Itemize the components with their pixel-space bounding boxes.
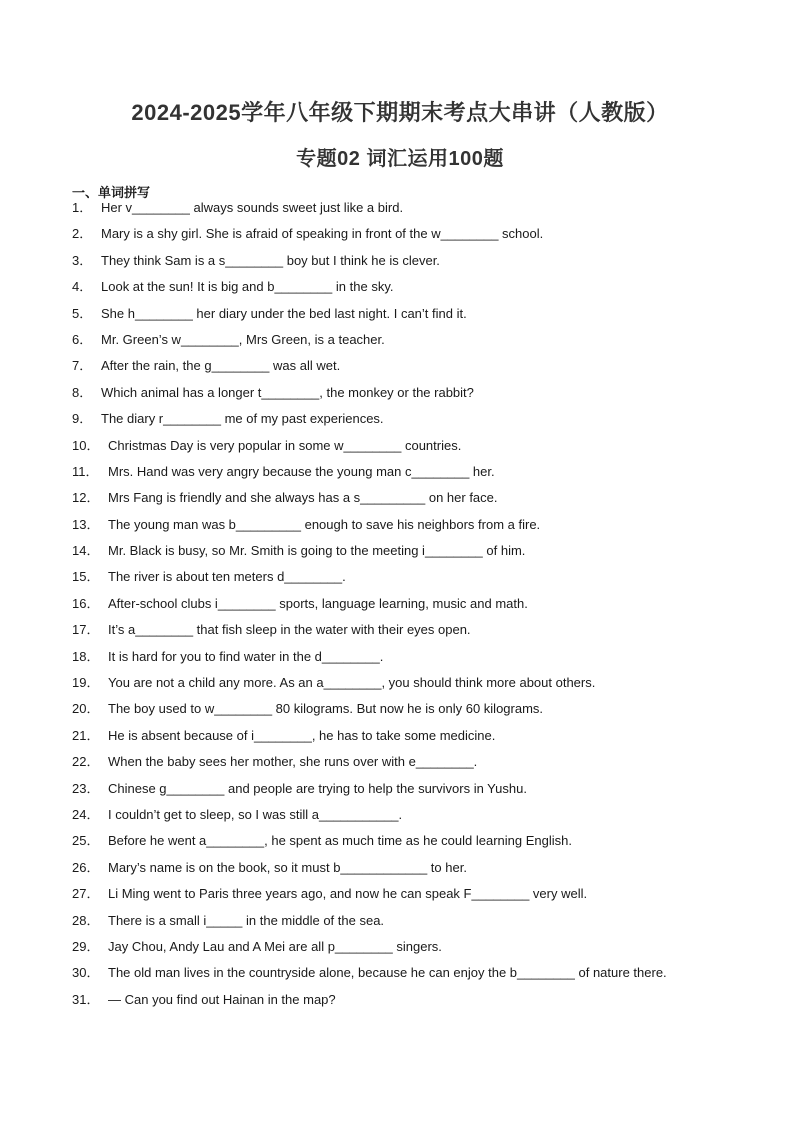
question-number: 8． bbox=[72, 384, 93, 400]
question-item bbox=[72, 410, 752, 436]
question-text: — Can you find out Hainan in the map? bbox=[108, 991, 336, 1007]
question-text: The boy used to w________ 80 kilograms. But now he is only 60 kilograms. bbox=[108, 701, 544, 717]
question-list bbox=[72, 199, 752, 1017]
question-text: Li Ming went to Paris three years ago, and now he can speak F________ very well. bbox=[108, 886, 588, 902]
question-number: 11． bbox=[72, 463, 99, 479]
question-item bbox=[72, 727, 752, 753]
question-item bbox=[72, 621, 752, 647]
question-item bbox=[72, 938, 752, 964]
question-number: 24． bbox=[72, 806, 100, 822]
question-text: The old man lives in the countryside alone, because he can enjoy the b________ of nature there. bbox=[108, 965, 667, 981]
question-item bbox=[72, 516, 752, 542]
question-number: 10． bbox=[72, 437, 100, 453]
question-item bbox=[72, 331, 752, 357]
question-number: 17． bbox=[72, 622, 100, 638]
question-number: 30． bbox=[72, 965, 100, 981]
question-item bbox=[72, 912, 752, 938]
question-number: 25． bbox=[72, 833, 100, 849]
question-number: 12． bbox=[72, 490, 100, 506]
question-number: 6． bbox=[72, 331, 93, 347]
question-text: It is hard for you to find water in the d________. bbox=[108, 648, 384, 664]
question-item bbox=[72, 964, 752, 990]
question-item bbox=[72, 859, 752, 885]
question-item bbox=[72, 700, 752, 726]
question-text: Mary is a shy girl. She is afraid of speaking in front of the w________ school. bbox=[101, 226, 544, 242]
question-text: Jay Chou, Andy Lau and A Mei are all p________ singers. bbox=[108, 938, 442, 954]
question-text: I couldn’t get to sleep, so I was still a___________. bbox=[108, 806, 403, 822]
question-number: 20． bbox=[72, 701, 100, 717]
question-number: 5． bbox=[72, 305, 93, 321]
question-text: Mr. Green’s w________, Mrs Green, is a teacher. bbox=[101, 331, 385, 347]
question-text: You are not a child any more. As an a________, you should think more about others. bbox=[108, 675, 596, 691]
question-item bbox=[72, 780, 752, 806]
question-number: 2． bbox=[72, 226, 93, 242]
question-text: The young man was b_________ enough to save his neighbors from a fire. bbox=[108, 516, 541, 532]
question-item bbox=[72, 437, 752, 463]
question-item bbox=[72, 384, 752, 410]
question-number: 27． bbox=[72, 886, 100, 902]
question-number: 23． bbox=[72, 780, 100, 796]
question-number: 22． bbox=[72, 754, 100, 770]
question-item bbox=[72, 463, 752, 489]
question-text: Chinese g________ and people are trying to help the survivors in Yushu. bbox=[108, 780, 527, 796]
question-number: 21． bbox=[72, 727, 100, 743]
question-text: Mrs Fang is friendly and she always has a s_________ on her face. bbox=[108, 490, 498, 506]
question-text: Her v________ always sounds sweet just like a bird. bbox=[101, 200, 404, 215]
question-item bbox=[72, 305, 752, 331]
question-item bbox=[72, 885, 752, 911]
question-number: 31． bbox=[72, 991, 100, 1007]
question-text: Mr. Black is busy, so Mr. Smith is going to the meeting i________ of him. bbox=[108, 543, 526, 559]
question-text: After the rain, the g________ was all wet. bbox=[101, 358, 341, 374]
question-text: Look at the sun! It is big and b________ in the sky. bbox=[101, 279, 394, 295]
question-number: 7． bbox=[72, 358, 93, 374]
question-number: 15． bbox=[72, 569, 100, 585]
question-item bbox=[72, 832, 752, 858]
question-item bbox=[72, 674, 752, 700]
question-text: The river is about ten meters d________. bbox=[108, 569, 346, 585]
question-text: When the baby sees her mother, she runs over with e________. bbox=[108, 754, 478, 770]
question-text: They think Sam is a s________ boy but I think he is clever. bbox=[101, 252, 440, 268]
question-text: The diary r________ me of my past experiences. bbox=[101, 411, 384, 427]
question-text: Before he went a________, he spent as much time as he could learning English. bbox=[108, 833, 572, 849]
question-item bbox=[72, 648, 752, 674]
question-number: 19． bbox=[72, 675, 100, 691]
question-text: Mrs. Hand was very angry because the young man c________ her. bbox=[108, 463, 495, 479]
question-number: 14． bbox=[72, 543, 100, 559]
question-text: He is absent because of i________, he has to take some medicine. bbox=[108, 727, 496, 743]
question-number: 13． bbox=[72, 516, 100, 532]
question-text: Mary’s name is on the book, so it must b____________ to her. bbox=[108, 859, 467, 875]
question-number: 28． bbox=[72, 912, 100, 928]
question-text: She h________ her diary under the bed last night. I can’t find it. bbox=[101, 305, 467, 321]
question-item bbox=[72, 595, 752, 621]
question-number: 9． bbox=[72, 411, 93, 427]
question-number: 16． bbox=[72, 595, 100, 611]
question-text: There is a small i_____ in the middle of the sea. bbox=[108, 912, 385, 928]
question-number: 4． bbox=[72, 279, 93, 295]
question-item bbox=[72, 568, 752, 594]
question-text: Christmas Day is very popular in some w________ countries. bbox=[108, 437, 462, 453]
question-number: 1． bbox=[72, 200, 93, 215]
question-item bbox=[72, 357, 752, 383]
question-item bbox=[72, 753, 752, 779]
question-item bbox=[72, 489, 752, 515]
question-item bbox=[72, 278, 752, 304]
question-item bbox=[72, 252, 752, 278]
question-number: 3． bbox=[72, 252, 93, 268]
question-item bbox=[72, 991, 752, 1017]
question-item bbox=[72, 199, 752, 225]
question-number: 26． bbox=[72, 859, 100, 875]
question-text: It’s a________ that fish sleep in the water with their eyes open. bbox=[108, 622, 471, 638]
question-number: 18． bbox=[72, 648, 100, 664]
question-text: After-school clubs i________ sports, language learning, music and math. bbox=[108, 595, 528, 611]
question-item bbox=[72, 225, 752, 251]
page-subtitle: 专题02 词汇运用100题 bbox=[296, 148, 504, 170]
section-heading: 一、单词拼写 bbox=[72, 185, 151, 200]
question-text: Which animal has a longer t________, the monkey or the rabbit? bbox=[101, 384, 474, 400]
question-item bbox=[72, 806, 752, 832]
question-number: 29． bbox=[72, 938, 100, 954]
page-title: 2024-2025学年八年级下期期末考点大串讲（人教版） bbox=[131, 100, 669, 125]
question-item bbox=[72, 542, 752, 568]
